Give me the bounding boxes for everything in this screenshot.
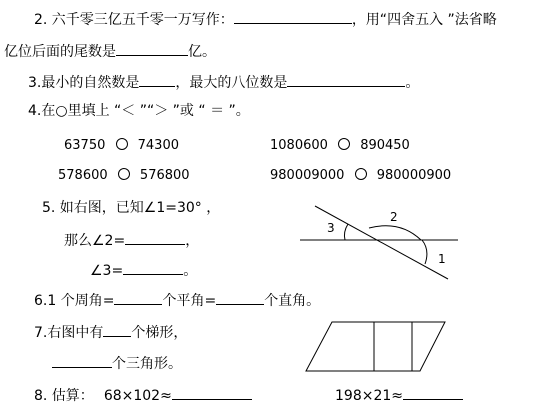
q8-answer-blank-2[interactable]	[403, 385, 463, 400]
q4-pair-1-right: 74300	[137, 138, 179, 153]
q3-text-1: 3.最小的自然数是	[28, 75, 140, 91]
q8-expr-2: 198×21≈	[335, 388, 403, 404]
q4-pair-3-left: 578600	[58, 168, 108, 183]
q7-text-2: 个梯形，	[131, 325, 188, 341]
q3-text-3: 。	[405, 75, 420, 91]
q2-text-4: 亿。	[188, 44, 216, 60]
q4-pair-1-left: 63750	[64, 138, 106, 153]
q6-text-2: 个平角=	[162, 293, 217, 309]
q5-text-2: 那么∠2=	[64, 233, 126, 249]
q7-text-1: 7.右图中有	[34, 325, 104, 341]
q2-text-1: 2. 六千零三亿五千零一万写作：	[34, 12, 234, 28]
q8-expr-1: 68×102≈	[103, 388, 172, 404]
q5-text-3: ∠3=	[90, 263, 124, 279]
q6-text-3: 个直角。	[264, 293, 321, 309]
parallelogram	[306, 322, 445, 371]
q5-text-3-end: 。	[183, 263, 198, 279]
q5-text-2-end: ，	[185, 233, 200, 249]
q3-text-2: ，最大的八位数是	[175, 75, 288, 91]
q7-text-3: 个三角形。	[112, 356, 182, 372]
q6-text-1: 6.1 个周角=	[34, 293, 115, 309]
inner-rectangle	[374, 322, 412, 371]
q4-pair-4-left: 980009000	[270, 168, 345, 183]
q8-line	[34, 385, 252, 405]
q2-text-3: 亿位后面的尾数是	[4, 44, 116, 60]
q8-label: 8. 估算：	[34, 388, 94, 404]
q4-pair-3-right: 576800	[139, 168, 190, 183]
q8-answer-blank-1[interactable]	[172, 385, 252, 400]
q2-text-2: ，用“四舍五入 ”法省略	[351, 12, 497, 28]
q5-line1: 5. 如右图，已知∠1=30° ，	[42, 200, 221, 216]
q4-pair-4-right: 980000900	[376, 168, 452, 183]
angle-label-3: 3	[327, 221, 335, 235]
angle-label-1: 1	[438, 252, 446, 266]
q8-line-2	[335, 385, 463, 405]
q4-pair-2-right: 890450	[360, 138, 410, 153]
q4-pair-2-left: 1080600	[270, 138, 328, 153]
angle-label-2: 2	[390, 210, 398, 224]
q4-title: 4.在○里填上 “＜ ”“＞ ”或 “ ＝ ”。	[28, 103, 250, 119]
